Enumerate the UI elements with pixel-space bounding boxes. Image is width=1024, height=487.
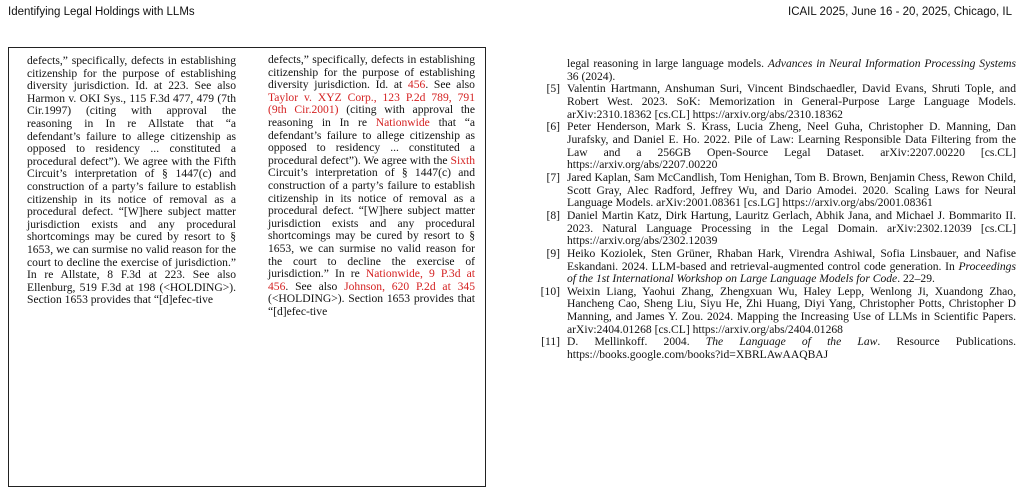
reference-text: Valentin Hartmann, Anshuman Suri, Vincent Bindschaedler, David Evans, Shruti Tople, and Robert West. 2023. SoK: Memorization in General-Purpose Large Language Models. arXiv:2310.18362 [cs.CL] https://arxiv.org/abs/2310.18362: [567, 82, 1016, 121]
reference-text: Peter Henderson, Mark S. Krass, Lucia Zheng, Neel Guha, Christopher D. Manning, Dan Jurafsky, and Daniel E. Ho. 2022. Pile of Law: Learning Responsible Data Filtering from the Law and a 256GB Open-Source Legal Dataset. arXiv:2207.00220 [cs.CL] https://arxiv.org/abs/2207.00220: [567, 120, 1016, 172]
reference-text: Jared Kaplan, Sam McCandlish, Tom Henighan, Tom B. Brown, Benjamin Chess, Rewon Child, Scott Gray, Alec Radford, Jeffrey Wu, and Dario Amodei. 2020. Scaling Laws for Neural Language Models. arXiv:2001.08361 [cs.LG] https://arxiv.org/abs/2001.08361: [567, 170, 1016, 210]
reference-number: [7]: [546, 170, 560, 184]
reference-entry: [532, 248, 1016, 286]
reference-text: Weixin Liang, Yaohui Zhang, Zhengxuan Wu, Haley Lepp, Wenlong Ji, Xuandong Zhao, Hancheng Cao, Sheng Liu, Siyu He, Zhi Huang, Diyi Yang, Christopher Potts, Christopher D Manning, and James Y. Zou. 2024. Mapping the Increasing Use of LLMs in Scientific Papers. arXiv:2404.01268 [cs.CL] https://arxiv.org/abs/2404.01268: [567, 284, 1016, 336]
reference-number: [8]: [546, 208, 560, 222]
reference-number: [11]: [541, 335, 560, 349]
reference-text: . 22–29.: [897, 272, 935, 286]
passage-text: . See also: [425, 78, 475, 92]
reference-number: [9]: [546, 246, 560, 260]
passage-text: Circuit’s interpretation of § 1447(c) and construction of a party’s failure to establish citizenship in its notice of removal as a procedural defect. “[W]here subject matter jurisdiction exists and any procedural shortcomings may be cured by resort to § 1653, we can surmise no valid reason for the court to decline the exercise of jurisdiction.” In re: [268, 166, 475, 281]
reference-entry: [532, 83, 1016, 121]
highlighted-substitution: Johnson, 620 P.2d at 345: [344, 279, 475, 293]
reference-entry: [532, 121, 1016, 172]
header-title: Identifying Legal Holdings with LLMs: [8, 6, 195, 18]
reference-entry: [532, 336, 1016, 361]
highlighted-substitution: 456: [407, 78, 426, 92]
reference-text: . Resource Publications. https://books.google.com/books?id=XBRLAwAAQBAJ: [567, 335, 1016, 362]
passage-text: (<HOLDING>). Section 1653 provides that “[d]efec-tive: [268, 292, 475, 318]
reference-number: [6]: [546, 120, 560, 134]
venue-title: Proceedings of the 1st International Workshop on Large Language Models for Code: [567, 259, 1016, 286]
reference-items: [532, 83, 1016, 361]
highlighted-substitution: Nationwide, 9 P.3d at 456: [268, 267, 475, 293]
passage-text: defects,” specifically, defects in establishing citizenship for the purpose of establishing diversity jurisdiction. Id. at: [268, 53, 475, 92]
reference-continuation: [532, 58, 1016, 83]
reference-text: legal reasoning in large language models.: [567, 57, 768, 70]
passage-text: that “a defendant’s failure to allege citizenship as opposed to residency ... constituted a procedural defect”). We agree with the: [268, 115, 475, 167]
original-passage: defects,” specifically, defects in establishing citizenship for the purpose of establishing diversity jurisdiction. Id. at 223. See also Harmon v. OKI Sys., 115 F.3d 477, 479 (7th Cir.1997) (citing with approval the reasoning in In re Allstate that “a defendant’s failure to allege citizenship as opposed to residency ... constituted a procedural defect”). We agree with the Fifth Circuit’s interpretation of § 1447(c) and construction of a party’s failure to establish citizenship in its notice of removal as a procedural defect. “[W]here subject matter jurisdiction exists and any procedural shortcomings may be cured by resort to § 1653, we can surmise no valid reason for the court to decline the exercise of jurisdiction.” In re Allstate, 8 F.3d at 223. See also Ellenburg, 519 F.3d at 198 (<HOLDING>). Section 1653 provides that “[d]efec-tive: [27, 54, 236, 307]
reference-entry: [532, 286, 1016, 337]
reference-number: [10]: [540, 284, 560, 298]
header-venue: ICAIL 2025, June 16 - 20, 2025, Chicago, IL: [788, 6, 1012, 18]
reference-entry: [532, 210, 1016, 248]
reference-text: 36 (2024).: [567, 69, 616, 83]
venue-title: The Language of the Law: [705, 335, 878, 349]
reference-text: Daniel Martin Katz, Dirk Hartung, Lauritz Gerlach, Abhik Jana, and Michael J. Bommarito II. 2023. Natural Language Processing in the Legal Domain. arXiv:2302.12039 [cs.CL] https://arxiv.org/abs/2302.12039: [567, 208, 1016, 248]
highlighted-substitution: Taylor v. XYZ Corp., 123 P.2d 789, 791 (9th Cir.2001): [268, 90, 475, 117]
reference-text: D. Mellinkoff. 2004.: [567, 335, 706, 349]
reference-entry: [532, 172, 1016, 210]
reference-number: [5]: [546, 82, 560, 96]
venue-title: Advances in Neural Information Processing Systems: [767, 57, 1017, 70]
passage-text: . See also: [285, 279, 345, 293]
highlighted-substitution: Nationwide: [375, 115, 430, 129]
references-list: [532, 58, 1016, 362]
running-header: [8, 6, 1012, 22]
perturbed-passage: [268, 54, 475, 318]
comparison-figure: [8, 47, 486, 487]
reference-text: Heiko Koziolek, Sten Grüner, Rhaban Hark, Virendra Ashiwal, Sofia Linsbauer, and Nafise Eskandani. 2024. LLM-based and retrieval-augmented control code generation. In: [567, 246, 1016, 273]
passage-text: (citing with approval the reasoning in In re: [268, 103, 475, 129]
highlighted-substitution: Sixth: [450, 153, 475, 167]
